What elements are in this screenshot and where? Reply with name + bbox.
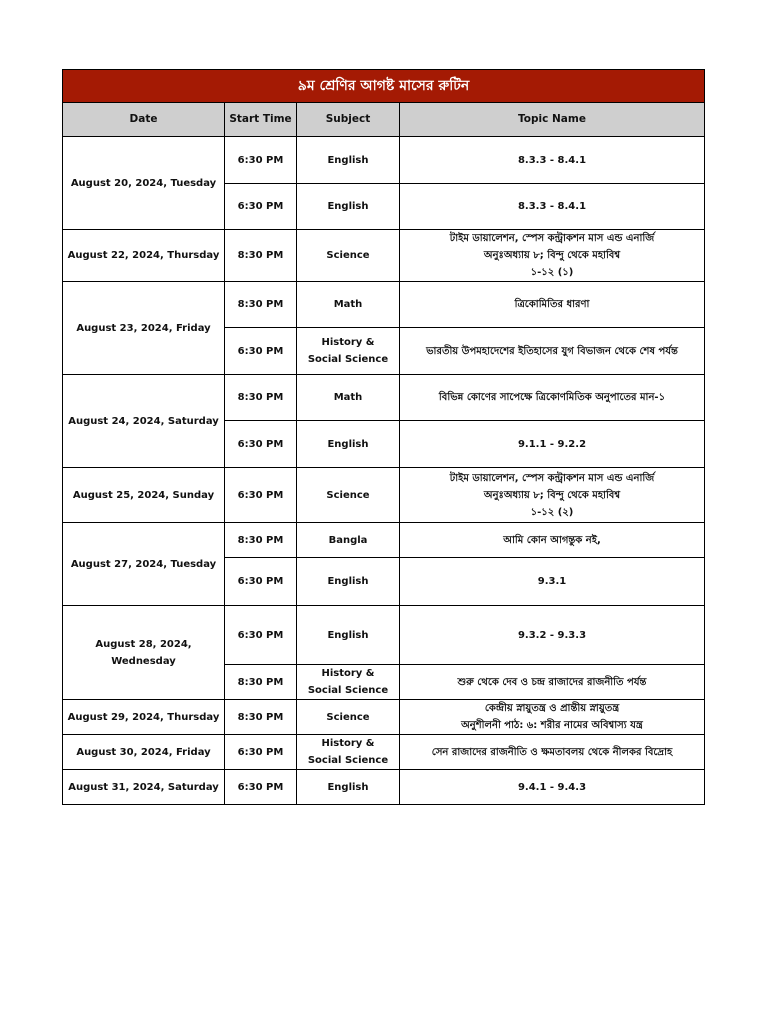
time-cell: 6:30 PM (225, 558, 297, 606)
topic-cell: বিভিন্ন কোণের সাপেক্ষে ত্রিকোণমিতিক অনুপাতের মান-১ (400, 375, 705, 421)
topic-cell: ত্রিকোমিতির ধারণা (400, 282, 705, 328)
topic-line: অনুঃঅধ্যায় ৮; বিন্দু থেকে মহাবিশ্ব (483, 250, 621, 261)
subject-cell: Math (297, 375, 400, 421)
table-row (63, 375, 705, 421)
time-cell: 6:30 PM (225, 328, 297, 375)
subject-cell (297, 735, 400, 770)
subject-cell: Science (297, 700, 400, 735)
topic-cell: 9.3.1 (400, 558, 705, 606)
date-cell: August 27, 2024, Tuesday (63, 523, 225, 606)
subject-cell: Science (297, 230, 400, 282)
topic-line: ১-১২ (২) (530, 506, 574, 518)
subject-line: Social Science (307, 755, 389, 766)
table-row (63, 230, 705, 282)
date-cell: August 24, 2024, Saturday (63, 375, 225, 468)
topic-cell: সেন রাজাদের রাজনীতি ও ক্ষমতাবলয় থেকে নীলকর বিদ্রোহ (400, 735, 705, 770)
time-cell: 8:30 PM (225, 665, 297, 700)
table-row (63, 770, 705, 805)
topic-cell (400, 230, 705, 282)
time-cell: 8:30 PM (225, 375, 297, 421)
topic-line: টাইম ডায়ালেশন, স্পেস কন্ট্রাকশন মাস এন্ড এনার্জি (449, 472, 655, 484)
subject-cell: English (297, 606, 400, 665)
subject-cell (297, 665, 400, 700)
subject-line: Social Science (307, 354, 389, 365)
page-title: ৯ম শ্রেণির আগষ্ট মাসের রুটিন (63, 70, 705, 103)
time-cell: 8:30 PM (225, 523, 297, 558)
subject-line: History & (321, 337, 375, 348)
date-cell: August 28, 2024, Wednesday (63, 606, 225, 700)
date-cell: August 30, 2024, Friday (63, 735, 225, 770)
table-row (63, 137, 705, 184)
topic-line: অনুঃঅধ্যায় ৮; বিন্দু থেকে মহাবিশ্ব (483, 489, 621, 501)
date-header: Date (63, 103, 225, 137)
subject-line: History & (321, 738, 375, 749)
subject-header: Subject (297, 103, 400, 137)
subject-cell: English (297, 770, 400, 805)
topic-line: কেন্দ্রীয় স্নায়ুতন্ত্র ও প্রান্তীয় স্নায়ুতন্ত্র (484, 703, 620, 714)
routine-table (62, 69, 705, 805)
subject-cell: English (297, 137, 400, 184)
topic-line: টাইম ডায়ালেশন, স্পেস কন্ট্রাকশন মাস এন্ড এনার্জি (449, 233, 655, 244)
topic-line: অনুশীলনী পাঠ: ৬: শরীর নামের অবিশ্বাস্য যন্ত্র (461, 720, 643, 731)
table-row (63, 468, 705, 523)
subject-cell: English (297, 184, 400, 230)
time-cell: 6:30 PM (225, 137, 297, 184)
topic-cell: 9.4.1 - 9.4.3 (400, 770, 705, 805)
topic-cell (400, 468, 705, 523)
topic-cell: 9.1.1 - 9.2.2 (400, 421, 705, 468)
subject-cell: Science (297, 468, 400, 523)
subject-line: Social Science (307, 685, 389, 696)
table-row (63, 523, 705, 558)
date-cell: August 31, 2024, Saturday (63, 770, 225, 805)
topic-header: Topic Name (400, 103, 705, 137)
time-cell: 6:30 PM (225, 421, 297, 468)
topic-cell: 8.3.3 - 8.4.1 (400, 137, 705, 184)
subject-cell (297, 328, 400, 375)
topic-cell: আমি কোন আগন্তুক নই, (400, 523, 705, 558)
subject-cell: Bangla (297, 523, 400, 558)
date-cell: August 22, 2024, Thursday (63, 230, 225, 282)
table-row (63, 700, 705, 735)
topic-cell (400, 700, 705, 735)
topic-cell: ভারতীয় উপমহাদেশের ইতিহাসের যুগ বিভাজন থেকে শেষ পর্যন্ত (400, 328, 705, 375)
topic-cell: শুরু থেকে দেব ও চন্দ্র রাজাদের রাজনীতি পর্যন্ত (400, 665, 705, 700)
subject-line: History & (321, 668, 375, 679)
date-cell: August 20, 2024, Tuesday (63, 137, 225, 230)
subject-cell: English (297, 558, 400, 606)
time-cell: 8:30 PM (225, 700, 297, 735)
table-row (63, 606, 705, 665)
date-cell: August 23, 2024, Friday (63, 282, 225, 375)
date-cell: August 29, 2024, Thursday (63, 700, 225, 735)
time-cell: 6:30 PM (225, 606, 297, 665)
time-cell: 6:30 PM (225, 468, 297, 523)
time-cell: 8:30 PM (225, 282, 297, 328)
topic-cell: 9.3.2 - 9.3.3 (400, 606, 705, 665)
subject-cell: English (297, 421, 400, 468)
header-row (63, 103, 705, 137)
table-row (63, 735, 705, 770)
date-cell: August 25, 2024, Sunday (63, 468, 225, 523)
topic-line: ১-১২ (১) (530, 267, 574, 278)
time-cell: 6:30 PM (225, 735, 297, 770)
start-time-header: Start Time (225, 103, 297, 137)
topic-cell: 8.3.3 - 8.4.1 (400, 184, 705, 230)
table-row (63, 282, 705, 328)
time-cell: 6:30 PM (225, 184, 297, 230)
time-cell: 6:30 PM (225, 770, 297, 805)
time-cell: 8:30 PM (225, 230, 297, 282)
subject-cell: Math (297, 282, 400, 328)
